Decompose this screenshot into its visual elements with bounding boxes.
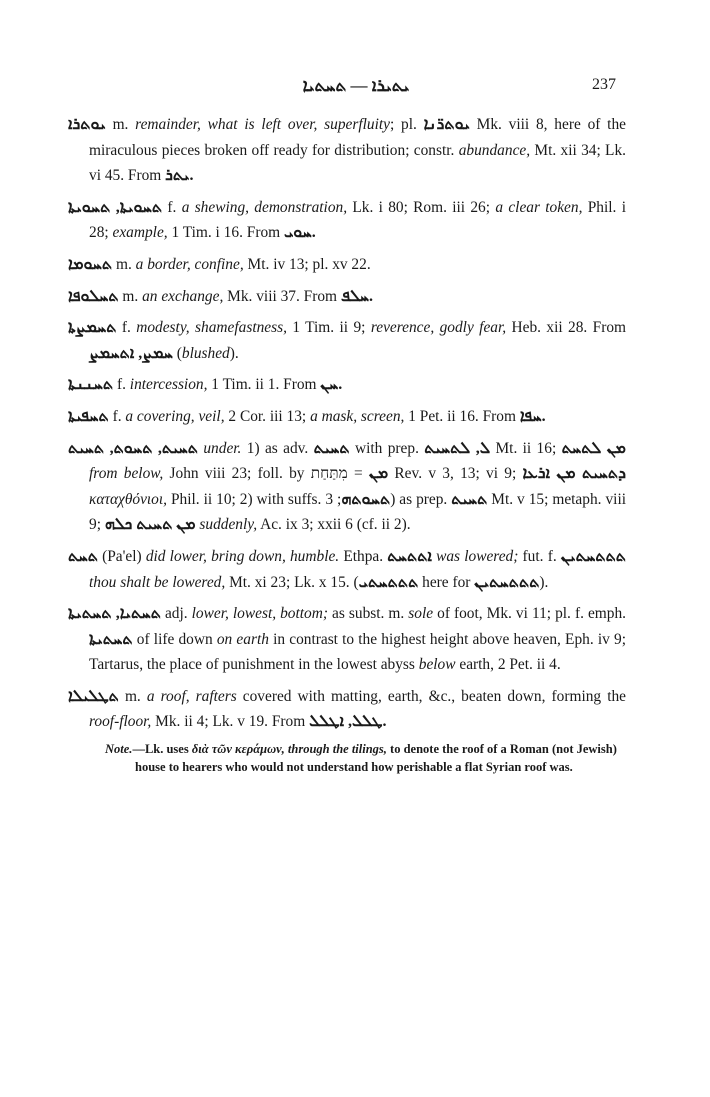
headword: ܝܘܬܪܐ (68, 116, 106, 133)
entry-text: Mt. xi 23; Lk. x 15. ( (225, 573, 359, 591)
entry-text: f. (116, 319, 137, 337)
headword: ܬܚܦܝܬܐ (68, 407, 109, 425)
entry-text: ). (229, 344, 239, 362)
syriac-form: ܬܬܬܚܬܝ (358, 573, 419, 591)
entry-text: 1 Tim. ii 1. From (207, 376, 321, 394)
gloss: thou shalt be lowered, (89, 573, 226, 591)
gloss: roof-floor, (89, 713, 152, 731)
gloss: abundance, (458, 141, 531, 159)
greek-form: καταχθόνιοι, (89, 490, 168, 508)
entry-tahnantha (68, 372, 626, 398)
syriac-root: ܚܢ. (320, 376, 343, 394)
entry-text: Mt. iv 13; pl. xv 22. (243, 255, 371, 273)
gloss: a covering, veil, (125, 407, 225, 425)
entry-text: adj. (160, 605, 192, 623)
entry-text: m. (112, 255, 136, 273)
entry-text: 1 Tim. ii 9; (286, 319, 371, 337)
syriac-form: ܕܬܚܝܬ ܡܢ ܐܪܥܐ (522, 465, 626, 483)
entry-tatlila (68, 684, 626, 735)
entry-text: as subst. m. (328, 605, 409, 623)
syriac-root: ܚܡܨ, ܐܬܚܡܨ (89, 344, 173, 362)
gloss: a shewing, demonstration, (181, 198, 348, 216)
hebrew-form: מִתַּחַת (310, 465, 348, 483)
entry-text: Ethpa. (339, 547, 388, 565)
entry-text: m. (118, 287, 143, 305)
syriac-form: ܬܚܘܬܗ (341, 490, 391, 508)
entry-text: Mt. xii 34; Lk. vi 45. From (89, 141, 626, 185)
entry-text: earth, 2 Pet. ii 4. (455, 656, 561, 674)
gloss: reverence, godly fear, (370, 319, 507, 337)
entry-text: f. (113, 376, 130, 394)
entry-tahlupa (68, 284, 626, 310)
syriac-form: ܬܚܝܬ (451, 490, 488, 508)
entry-tahtaya (68, 601, 626, 678)
gloss: a border, confine, (135, 255, 244, 273)
syriac-form: ܬܚܝܬ (313, 439, 350, 457)
entry-tahpitha (68, 404, 626, 430)
gloss: under. (203, 439, 242, 457)
entry-text: = (347, 465, 370, 483)
note-text: to denote the roof of a Roman (not Jewish) house to hearers who would not understand how perishable a flat Syrian roof was. (135, 742, 617, 774)
syriac-root: ܚܦܐ. (519, 407, 546, 425)
gloss: remainder, what is left over, superfluity (135, 116, 390, 133)
headword: ܬܚܘܡܐ (68, 255, 113, 273)
entry-text: Mt. v 15; metaph. viii 9; (89, 490, 626, 534)
entry-text: m. (118, 687, 147, 705)
entry-text: here for (418, 573, 475, 591)
syriac-form: ܡܢ (369, 465, 389, 483)
entry-text: John viii 23; foll. by (163, 465, 311, 483)
gloss: was lowered; (436, 547, 519, 565)
greek-phrase: διὰ τῶν κεράμων, (191, 742, 285, 757)
entry-text: with prep. (349, 439, 425, 457)
dictionary-entries (68, 112, 626, 776)
syriac-root: ܛܠܠ, ܐܛܠܠ. (309, 713, 387, 731)
entry-text: in contrast to the highest height above heaven, Eph. iv 9; Tartarus, the place of punishment in the lowest abyss (89, 630, 626, 674)
entry-text: ; 3) as prep. (325, 490, 452, 508)
entry-tahwitha (68, 195, 626, 246)
entry-text: Mk. viii 8, here of the miraculous pieces broken off ready for distribution; constr. (89, 116, 626, 159)
entry-text: 2 Cor. iii 13; (224, 407, 311, 425)
gloss: modesty, shamefastness, (136, 319, 287, 337)
headword: ܬܛܠܝܠܐ (68, 687, 119, 705)
syriac-form: ܬܚܬܝܬܐ (89, 630, 133, 648)
gloss: suddenly, (199, 516, 258, 534)
gloss: a clear token, (495, 198, 583, 216)
entry-text: 1) as adv. (241, 439, 314, 457)
entry-yutra (68, 112, 626, 189)
syriac-form: ܬܬܬܚܬܝܢ (560, 547, 626, 565)
entry-text: of life down (132, 630, 217, 648)
page-header (96, 76, 616, 100)
headword: ܬܚܢܢܬܐ (68, 376, 114, 394)
headword: ܬܚܬܝܐ, ܬܚܬܝܬܐ (68, 605, 161, 623)
entry-text: Mk. viii 37. From (223, 287, 341, 305)
note-text: —Lk. uses (132, 742, 192, 757)
headword: ܬܚܘܝܬܐ, ܬܚܘܝܬܐ (68, 198, 163, 216)
gloss: example, (112, 224, 168, 242)
gloss: a roof, rafters (146, 687, 237, 705)
entry-text: f. (162, 198, 182, 216)
entry-text: Heb. xii 28. From (506, 319, 627, 337)
syriac-form: ܡܢ ܠܬܚܬ (561, 439, 626, 457)
entry-text: 1 Tim. i 16. From (167, 224, 284, 242)
entry-tahuma (68, 252, 626, 278)
entry-tahmsutha (68, 315, 626, 366)
page-number: 237 (592, 76, 616, 93)
note-label: Note. (105, 742, 133, 757)
entry-text: Lk. i 80; Rom. iii 26; (347, 198, 496, 216)
entry-text: Mt. ii 16; (490, 439, 562, 457)
entry-text: (Pa'el) (97, 547, 146, 565)
entry-text: ; pl. (389, 116, 424, 133)
entry-text: Mk. ii 4; Lk. v 19. From (151, 713, 310, 731)
footnote (105, 741, 626, 776)
entry-text: Ac. ix 3; xxii 6 (cf. ii 2). (257, 516, 411, 534)
syriac-form: ܐܬܬܚܬ (387, 547, 432, 565)
headword: ܬܚܠܘܦܐ (68, 287, 119, 305)
gloss: blushed (181, 344, 230, 362)
gloss: an exchange, (142, 287, 224, 305)
syriac-root: ܚܠܦ. (340, 287, 374, 305)
syriac-form: ܡܢ ܬܚܝܬ ܟܠܗ (104, 516, 196, 534)
syriac-root: ܚܘܝ. (283, 224, 316, 242)
gloss: a mask, screen, (310, 407, 405, 425)
entry-text: m. (105, 116, 136, 133)
headword: ܬܚܝܬ, ܬܚܘܬ, ܬܚܝܬ (68, 439, 198, 457)
entry-text: ( (172, 344, 182, 362)
entry-text: ). (539, 573, 549, 591)
running-head: ܝܬܝܪܐ — ܬܚܬܝܐ (302, 76, 410, 95)
entry-tahheth (68, 544, 626, 595)
syriac-form: ܠ, ܠܬܚܝܬ (424, 439, 491, 457)
entry-text: Rev. v 3, 13; vi 9; (388, 465, 523, 483)
syriac-root: ܝܬܪ. (165, 167, 194, 185)
syriac-form: ܝܘܬܪ̈ܢܐ (423, 116, 470, 133)
entry-text: f. (108, 407, 126, 425)
gloss: on earth (216, 630, 269, 648)
gloss: intercession, (129, 376, 208, 394)
entry-thith (68, 436, 626, 538)
entry-text: covered with matting, earth, &c., beaten down, forming the (236, 687, 626, 705)
gloss: below (418, 656, 456, 674)
syriac-form: ܬܬܬܚܬܝܢ (474, 573, 540, 591)
headword: ܬܚܬ (68, 547, 98, 565)
headword: ܬܚܡܨܬܐ (68, 319, 117, 337)
gloss: from below, (89, 465, 164, 483)
entry-text: 1 Pet. ii 16. From (404, 407, 520, 425)
gloss: through the tilings, (287, 742, 387, 757)
gloss: lower, lowest, bottom; (191, 605, 328, 623)
entry-text: Phil. ii 10; 2) with suffs. (167, 490, 326, 508)
gloss: sole (408, 605, 434, 623)
entry-text: Phil. i 28; (89, 198, 626, 242)
gloss: did lower, bring down, humble. (145, 547, 340, 565)
entry-text: fut. f. (518, 547, 561, 565)
entry-text: of foot, Mk. vi 11; pl. f. emph. (433, 605, 626, 623)
